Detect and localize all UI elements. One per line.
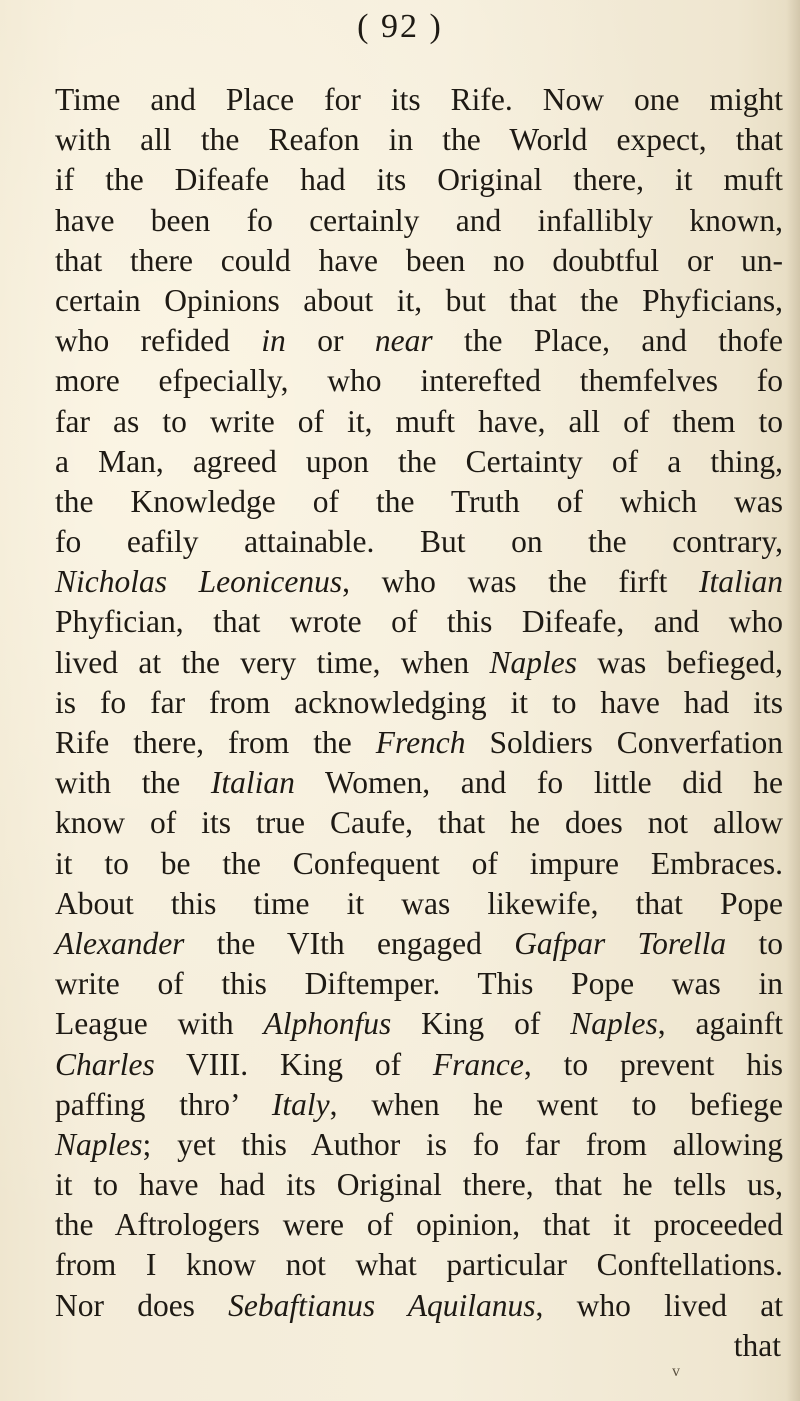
italic-text-segment: Sebaftianus Aquilanus [228, 1287, 536, 1323]
italic-text-segment: Alphonfus [263, 1006, 392, 1042]
text-segment: if the Difeafe had its Original there, it muft [55, 162, 783, 198]
text-segment: was befieged, [576, 644, 783, 680]
text-segment: VIII. King of [154, 1046, 433, 1082]
text-line [55, 924, 783, 964]
text-segment: Soldiers Converfation [465, 725, 783, 760]
text-line [55, 321, 783, 361]
text-segment: lived at the very time, when [55, 644, 490, 680]
text-segment: paffing thro’ [55, 1086, 272, 1122]
text-line [55, 482, 783, 522]
italic-text-segment: French [375, 725, 466, 760]
text-line [55, 442, 783, 482]
text-segment: About this time it was likewife, that Pope [55, 885, 783, 921]
text-segment: write of this Diftemper. This Pope was in [55, 966, 783, 1002]
italic-text-segment: Nicholas Leonicenus [55, 564, 343, 600]
text-segment: , when he went to befiege [329, 1086, 783, 1122]
italic-text-segment: Naples [570, 1006, 658, 1042]
text-segment: , to prevent his [523, 1046, 783, 1082]
italic-text-segment: Naples [55, 1126, 143, 1162]
text-segment: Phyfician, that wrote of this Difeafe, and who [55, 604, 783, 640]
text-segment: that [733, 1327, 781, 1363]
text-segment: with all the Reafon in the World expect, that [55, 122, 783, 158]
text-segment: to [726, 925, 783, 961]
text-line [55, 361, 783, 401]
text-segment: a Man, agreed upon the Certainty of a thing, [55, 443, 783, 479]
text-line [55, 763, 783, 803]
text-segment: the VIth engaged [184, 925, 515, 961]
text-segment: Rife there, from the [55, 725, 376, 760]
text-segment: fo eafily attainable. But on the contrary, [55, 524, 783, 560]
text-segment: , who lived at [535, 1287, 783, 1323]
text-segment: the Aftrologers were of opinion, that it proceeded [55, 1207, 783, 1243]
text-segment: it to be the Confequent of impure Embraces. [55, 845, 783, 881]
text-line [55, 241, 783, 281]
text-segment: , who was the firft [342, 564, 699, 600]
italic-text-segment: near [374, 323, 433, 359]
text-line [55, 683, 783, 723]
text-line [55, 1326, 783, 1366]
italic-text-segment: Charles [55, 1046, 155, 1082]
italic-text-segment: in [261, 323, 286, 359]
body-text [55, 80, 783, 1366]
italic-text-segment: Italy [271, 1086, 330, 1122]
text-segment: that there could have been no doubtful or un- [55, 242, 783, 278]
text-line [55, 884, 783, 924]
text-segment: ; yet this Author is fo far from allowing [142, 1126, 783, 1162]
page-number: ( 92 ) [357, 8, 443, 45]
text-line [55, 160, 783, 200]
text-segment: certain Opinions about it, but that the Phyficians, [55, 282, 783, 318]
italic-text-segment: Italian [210, 765, 295, 801]
text-segment: the Knowledge of the Truth of which was [55, 483, 783, 519]
text-line [55, 402, 783, 442]
text-segment: or [285, 323, 375, 359]
text-line [55, 803, 783, 843]
text-line [55, 1286, 783, 1326]
text-line [55, 80, 783, 120]
text-line [55, 1004, 783, 1044]
text-line [55, 1085, 783, 1125]
text-segment: far as to write of it, muft have, all of them to [55, 403, 783, 439]
text-line [55, 964, 783, 1004]
text-line [55, 562, 783, 602]
text-line [55, 643, 783, 683]
text-segment: who refided [55, 323, 262, 359]
italic-text-segment: Gafpar Torella [514, 925, 727, 961]
text-segment: know of its true Caufe, that he does not allow [55, 805, 783, 841]
text-segment: it to have had its Original there, that he tells us, [55, 1167, 783, 1203]
italic-text-segment: France [432, 1046, 524, 1082]
italic-text-segment: Italian [699, 564, 783, 600]
text-segment: Time and Place for its Rife. Now one might [55, 82, 783, 117]
text-segment: from I know not what particular Conftellations. [55, 1247, 783, 1283]
text-line [55, 120, 783, 160]
text-segment: have been fo certainly and infallibly known, [55, 202, 783, 238]
text-segment: more efpecially, who interefted themfelves fo [55, 363, 783, 399]
italic-text-segment: Naples [489, 644, 577, 680]
text-line [55, 602, 783, 642]
text-segment: League with [55, 1006, 264, 1042]
italic-text-segment: Alexander [55, 925, 185, 961]
text-segment: with the [55, 765, 211, 801]
text-segment: , againft [657, 1006, 783, 1042]
text-line [55, 723, 783, 763]
text-line [55, 201, 783, 241]
text-line [55, 1125, 783, 1165]
text-segment: the Place, and thofe [432, 323, 783, 359]
bottom-mark: v [672, 1363, 680, 1380]
text-line [55, 1245, 783, 1285]
text-segment: King of [391, 1006, 571, 1042]
text-line [55, 281, 783, 321]
page-edge-shadow [786, 0, 800, 1401]
text-line [55, 1165, 783, 1205]
text-segment: Women, and fo little did he [294, 765, 783, 801]
text-line [55, 844, 783, 884]
text-segment: Nor does [55, 1287, 229, 1323]
text-line [55, 1045, 783, 1085]
text-segment: is fo far from acknowledging it to have had its [55, 684, 783, 720]
text-line [55, 522, 783, 562]
text-line [55, 1205, 783, 1245]
